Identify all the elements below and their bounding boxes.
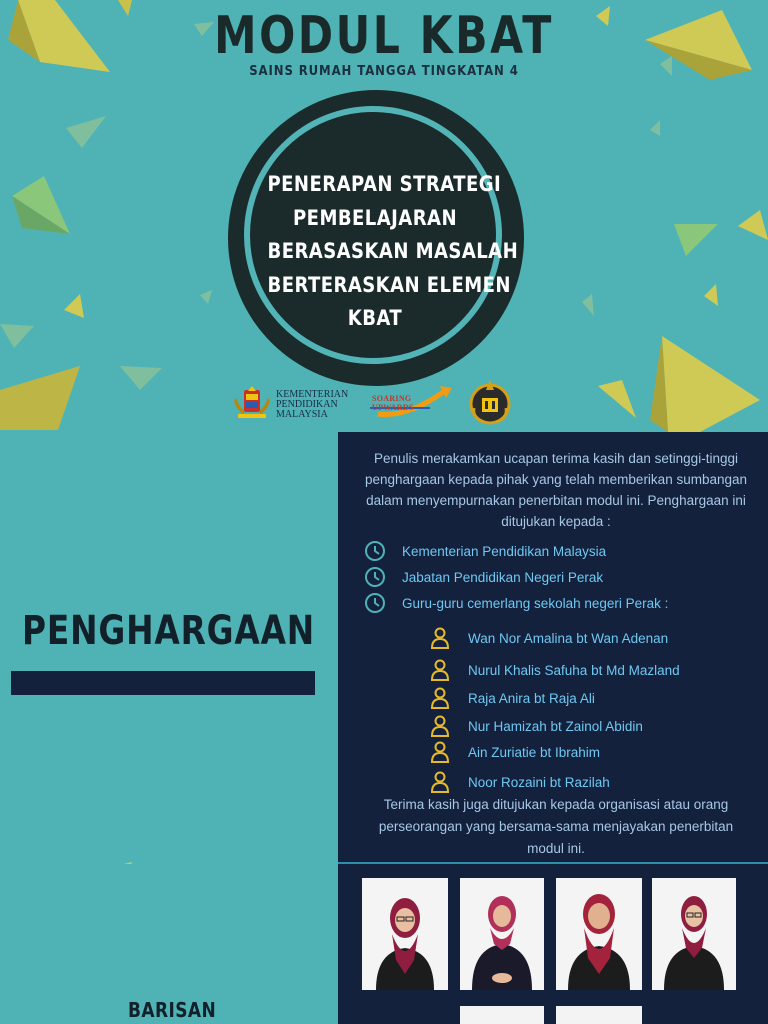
teacher-item	[430, 714, 643, 738]
person-icon	[430, 771, 450, 793]
cover-title: MODUL KBAT	[214, 6, 554, 66]
circle-line-1: PENERAPAN STRATEGI	[267, 172, 502, 196]
org-label: Jabatan Pendidikan Negeri Perak	[402, 569, 604, 585]
cover-subtitle: SAINS RUMAH TANGGA TINGKATAN 4	[249, 64, 519, 79]
portrait-image	[460, 878, 544, 990]
teacher-name: Ain Zuriatie bt Ibrahim	[468, 744, 601, 760]
portrait-image	[652, 878, 736, 990]
kpm-line-3: MALAYSIA	[276, 409, 328, 420]
org-item	[364, 592, 668, 614]
org-item	[364, 540, 606, 562]
jpn-perak-emblem-icon	[466, 378, 514, 426]
person-icon	[430, 715, 450, 737]
circle-heading	[267, 168, 519, 336]
org-item	[364, 566, 603, 588]
team-photo	[362, 878, 448, 990]
person-icon	[430, 659, 450, 681]
teacher-item	[430, 626, 668, 650]
circle-line-2: PEMBELAJARAN	[293, 205, 457, 230]
teacher-item	[430, 658, 680, 682]
penghargaan-left	[0, 432, 338, 862]
org-label: Kementerian Pendidikan Malaysia	[402, 543, 607, 559]
team-photo	[460, 878, 544, 990]
heading-underline-bar	[11, 671, 315, 695]
teacher-name: Wan Nor Amalina bt Wan Adenan	[468, 630, 669, 646]
portrait-image	[362, 878, 448, 990]
team-photo	[556, 878, 642, 990]
clock-icon	[364, 540, 386, 562]
penghargaan-panel	[338, 432, 768, 862]
teacher-item	[430, 686, 595, 710]
logo-strip	[0, 372, 768, 428]
circle-line-5: KBAT	[347, 306, 403, 330]
teacher-name: Nurul Khalis Safuha bt Md Mazland	[468, 662, 680, 678]
clock-icon	[364, 592, 386, 614]
person-icon	[430, 741, 450, 763]
kpm-logo-text	[276, 390, 348, 420]
kpm-line-2: PENDIDIKAN	[276, 399, 338, 410]
person-icon	[430, 687, 450, 709]
kpm-line-1: KEMENTERIAN	[276, 389, 349, 400]
teacher-item	[430, 770, 610, 794]
barisan-left	[0, 864, 338, 1024]
team-photo	[460, 1006, 544, 1024]
org-label: Guru-guru cemerlang sekolah negeri Perak :	[402, 595, 669, 611]
soaring-text: SOARING UPWARDS	[372, 394, 414, 412]
person-icon	[430, 627, 450, 649]
portrait-image	[556, 878, 642, 990]
team-photo	[652, 878, 736, 990]
teacher-name: Nur Hamizah bt Zainol Abidin	[468, 718, 643, 734]
team-photo	[556, 1006, 642, 1024]
circle-line-4: BERTERASKAN ELEMEN	[267, 272, 511, 297]
closing-paragraph: Terima kasih juga ditujukan kepada organisasi atau orang perseorangan yang bersama-sama menjayakan penerbitan modul ini.	[378, 797, 734, 856]
teacher-name: Noor Rozaini bt Razilah	[468, 774, 610, 790]
teacher-item	[430, 740, 600, 764]
crest-icon	[232, 386, 272, 422]
kpm-logo	[232, 386, 362, 422]
barisan-heading: BARISAN	[128, 998, 217, 1022]
intro-paragraph: Penulis merakamkan ucapan terima kasih dan setinggi-tinggi penghargaan kepada pihak yang telah memberikan sumbangan dalam menyempurnakan penerbitan modul ini. Penghargaan ini ditujukan kepada :	[364, 451, 748, 529]
penghargaan-heading: PENGHARGAAN	[22, 608, 316, 654]
circle-line-3: BERASASKAN MASALAH	[267, 239, 519, 263]
clock-icon	[364, 566, 386, 588]
soaring-upwards-logo	[368, 386, 452, 420]
team-photos	[338, 864, 768, 1024]
teacher-name: Raja Anira bt Raja Ali	[468, 690, 595, 706]
